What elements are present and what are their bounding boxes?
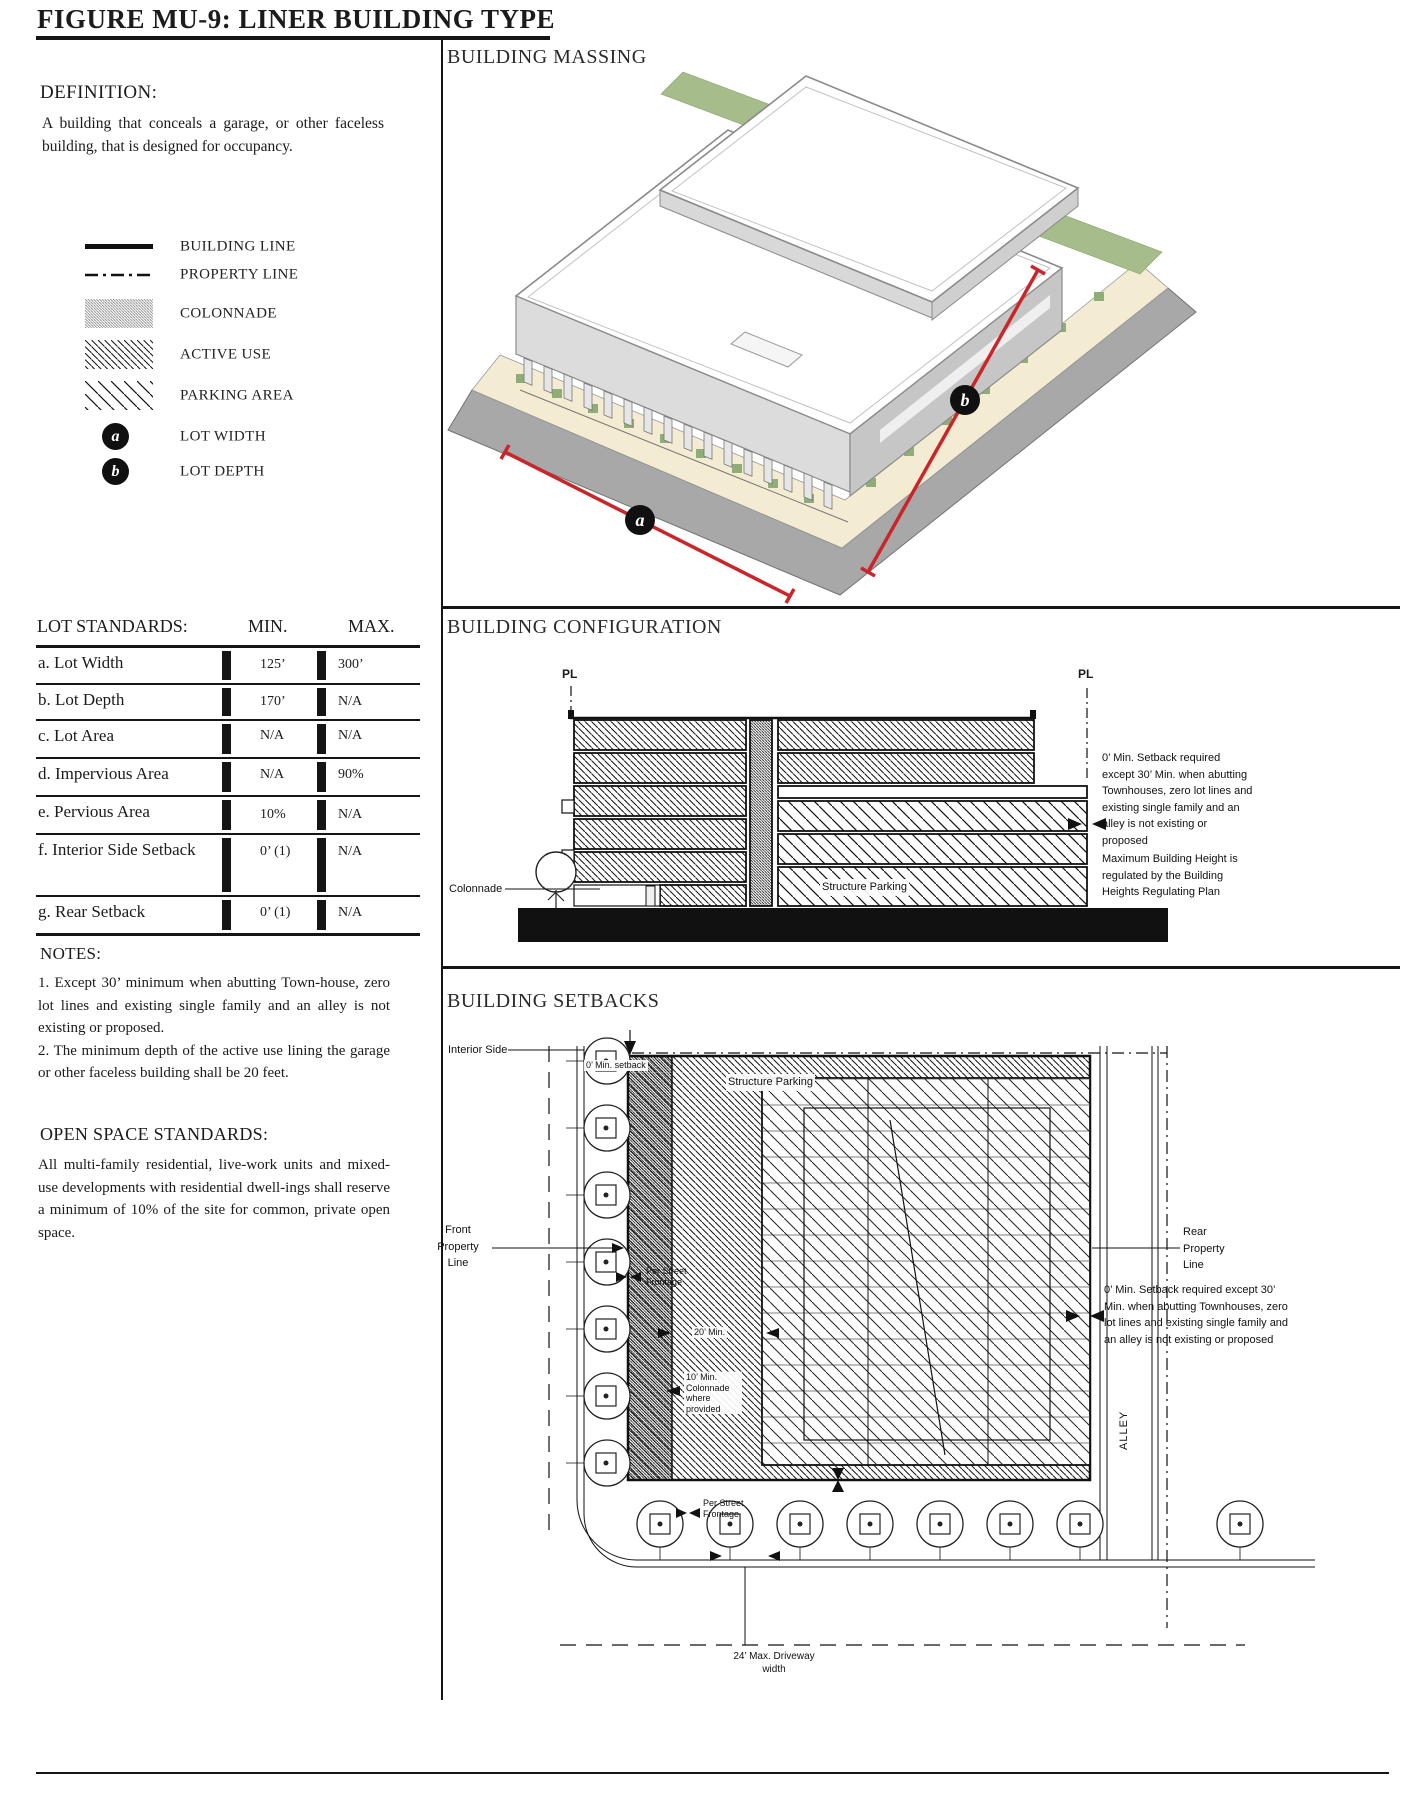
rear-setback-note: 0’ Min. Setback required except 30’ Min. when abutting Townhouses, zero lot lines and existing single family and an alley is not existing or proposed: [1104, 1284, 1289, 1346]
divider-bar: [317, 838, 326, 892]
legend-label: BUILDING LINE: [180, 238, 296, 255]
divider-bar: [222, 651, 231, 680]
row-max: N/A: [338, 728, 363, 743]
row-label: c. Lot Area: [38, 726, 114, 745]
open-space-heading: OPEN SPACE STANDARDS:: [40, 1124, 269, 1144]
interior-side-label: Interior Side: [448, 1044, 508, 1056]
divider-bar: [317, 651, 326, 680]
col-min: MIN.: [248, 616, 288, 636]
notes-body: [38, 972, 390, 1085]
colonnade-min-note: 10’ Min. Colonnade where provided: [684, 1372, 742, 1414]
legend-label: LOT WIDTH: [180, 428, 266, 444]
tree-icon: [566, 1105, 630, 1151]
building-line-swatch: [85, 244, 153, 249]
structure-parking-label: Structure Parking: [820, 879, 909, 896]
arrow-left-icon: [1090, 1310, 1104, 1322]
row-label: a. Lot Width: [38, 653, 124, 672]
rear-property-line-label: Rear Property Line: [1183, 1226, 1225, 1271]
tree-icon: [917, 1501, 963, 1560]
front-property-line-label: Front Property Line: [437, 1224, 479, 1269]
table-row: [36, 648, 420, 685]
tree-icon: [566, 1306, 630, 1352]
setbacks-drawing: [440, 1028, 1345, 1738]
legend-label: LOT DEPTH: [180, 463, 265, 479]
panel-separator-1: [441, 606, 1400, 609]
note-2: 2. The minimum depth of the active use lining the garage or other faceless building shall be 20 feet.: [38, 1042, 390, 1081]
lot-depth-marker: b: [950, 385, 980, 415]
divider-bar: [317, 800, 326, 830]
pl-right-label: PL: [1078, 667, 1094, 681]
tree-icon: [1057, 1501, 1103, 1560]
legend-item-lot-depth: [80, 458, 400, 485]
marker-b-icon: b: [102, 458, 129, 485]
tree-icon: [566, 1373, 630, 1419]
tree-icon: [987, 1501, 1033, 1560]
tree-icon: [536, 852, 576, 892]
row-label: d. Impervious Area: [38, 764, 169, 783]
table-row: [36, 759, 420, 797]
tree-icon: [566, 1172, 630, 1218]
lot-standards-table: [36, 616, 420, 936]
divider-bar: [222, 800, 231, 830]
marker-a-icon: a: [102, 423, 129, 450]
lot-width-marker: a: [625, 505, 655, 535]
setbacks-title: BUILDING SETBACKS: [447, 990, 660, 1012]
configuration-drawing: [440, 650, 1210, 970]
divider-bar: [317, 900, 326, 930]
min-setback-label: 0’ Min. setback: [586, 1060, 646, 1070]
core-band: [750, 720, 772, 906]
table-row: [36, 797, 420, 835]
driveway-width-label: 24’ Max. Driveway width: [733, 1651, 815, 1675]
row-max: N/A: [338, 844, 363, 859]
legend-label: PROPERTY LINE: [180, 266, 299, 283]
active-use-swatch: [85, 340, 153, 369]
row-label: b. Lot Depth: [38, 690, 125, 709]
legend-item-colonnade: [80, 299, 400, 329]
divider-bar: [317, 724, 326, 754]
table-heading: LOT STANDARDS:: [37, 616, 188, 636]
divider-bar: [222, 838, 231, 892]
row-min: 10%: [260, 807, 286, 822]
street-trees-left: [566, 1038, 630, 1486]
colonnade-label: Colonnade: [449, 883, 503, 895]
tree-icon: [1217, 1501, 1263, 1560]
tree-icon: [777, 1501, 823, 1560]
divider-bar: [222, 688, 231, 716]
row-min: N/A: [260, 728, 285, 743]
divider-bar: [317, 762, 326, 792]
configuration-title: BUILDING CONFIGURATION: [447, 616, 722, 638]
parking-hatch: [762, 1078, 1090, 1465]
ground-bar: [518, 908, 1168, 942]
legend-label: ACTIVE USE: [180, 346, 272, 363]
legend-label: COLONNADE: [180, 305, 277, 322]
row-min: 125’: [260, 657, 286, 672]
massing-drawing: [440, 58, 1210, 603]
row-label: f. Interior Side Setback: [38, 840, 196, 859]
row-min: 0’ (1): [260, 844, 291, 859]
open-space-body: All multi-family residential, live-work units and mixed-use developments with residential dwell-ings shall reserve a minimum of 10% of the site for common, private open space.: [38, 1157, 390, 1241]
colonnade-swatch: [85, 299, 153, 328]
row-label: g. Rear Setback: [38, 902, 146, 921]
twenty-min-label: 20’ Min.: [694, 1327, 726, 1337]
definition-text: A building that conceals a garage, or other faceless building, that is designed for occupancy.: [42, 115, 384, 156]
row-label: e. Pervious Area: [38, 802, 150, 821]
per-street-frontage-label-2: Per Street Frontage: [703, 1498, 744, 1519]
tree-trunk: [548, 890, 564, 908]
row-max: N/A: [338, 694, 363, 709]
configuration-notes: [1102, 750, 1254, 901]
property-line-swatch: [85, 270, 155, 280]
pl-left-label: PL: [562, 667, 578, 681]
arrow-left-icon: [689, 1508, 700, 1518]
row-max: 300’: [338, 657, 364, 672]
parking-deck-slab: [778, 786, 1087, 798]
row-max: N/A: [338, 905, 363, 920]
divider-bar: [222, 762, 231, 792]
table-row: [36, 897, 420, 936]
tree-icon: [566, 1440, 630, 1486]
massing-title: BUILDING MASSING: [447, 46, 647, 68]
table-rows: [36, 645, 420, 936]
legend-item-lot-width: [80, 423, 400, 450]
parking-area-swatch: [85, 381, 153, 410]
table-row: [36, 721, 420, 759]
divider-bar: [317, 688, 326, 716]
footer-rule: [36, 1772, 1389, 1774]
row-max: 90%: [338, 767, 364, 782]
divider-bar: [222, 900, 231, 930]
legend-item-property-line: [80, 266, 400, 284]
height-note: Maximum Building Height is regulated by the Building Heights Regulating Plan: [1102, 853, 1238, 898]
title-underline: [36, 36, 550, 40]
note-1: 1. Except 30’ minimum when abutting Town-house, zero lot lines and existing single family and an alley is not existing or proposed.: [38, 975, 390, 1036]
tree-icon: [847, 1501, 893, 1560]
legend-item-parking-area: [80, 381, 400, 411]
per-street-frontage-label-1: Per Street Frontage: [646, 1266, 687, 1287]
row-min: 0’ (1): [260, 905, 291, 920]
row-min: 170’: [260, 694, 286, 709]
legend-item-active-use: [80, 340, 400, 370]
alley-label: ALLEY: [1118, 1410, 1130, 1450]
legend-label: PARKING AREA: [180, 387, 294, 404]
page-title: FIGURE MU-9: LINER BUILDING TYPE: [37, 4, 556, 34]
definition-heading: DEFINITION:: [40, 82, 158, 103]
lot-standards-header: [36, 616, 420, 645]
arrow-up-icon: [832, 1480, 844, 1492]
balcony: [562, 800, 574, 813]
table-row: [36, 835, 420, 897]
col-max: MAX.: [348, 616, 395, 636]
setback-note: 0’ Min. Setback required except 30’ Min. when abutting Townhouses, zero lot lines and existing single family and an alley is not existing or proposed: [1102, 752, 1253, 847]
legend-item-building-line: [80, 238, 400, 256]
structure-parking-label: Structure Parking: [726, 1074, 815, 1091]
table-row: [36, 685, 420, 721]
colonnade-column: [646, 886, 655, 906]
notes-heading: NOTES:: [40, 944, 102, 963]
divider-bar: [222, 724, 231, 754]
row-max: N/A: [338, 807, 363, 822]
row-min: N/A: [260, 767, 285, 782]
